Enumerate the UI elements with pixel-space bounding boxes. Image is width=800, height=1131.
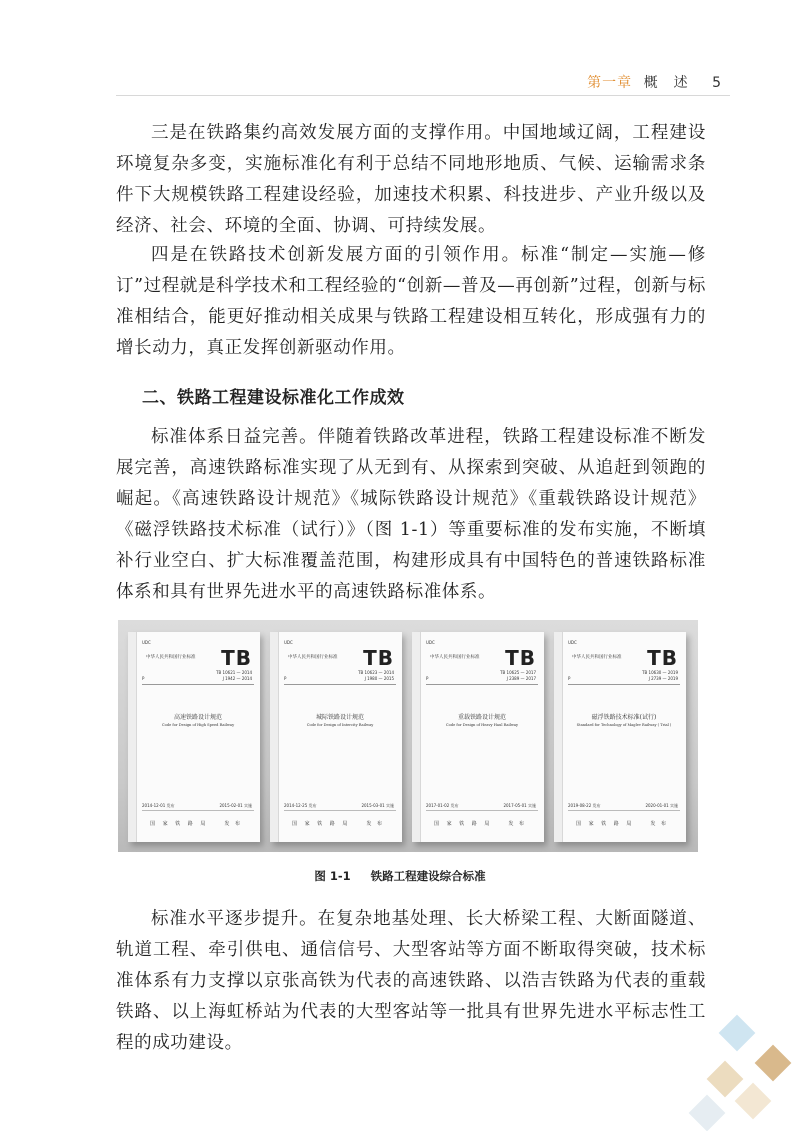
paragraph-standard-system: 标准体系日益完善。伴随着铁路改革进程，铁路工程建设标准不断发展完善，高速铁路标准实现了从无到有、从探索到突破、从追赶到领跑的崛起。《高速铁路设计规范》《城际铁路设计规范》《重载铁路设计规范》《磁浮铁路技术标准（试行）》（图 1-1）等重要标准的发布实施，不断填补行业空白、扩大标准覆盖范围，构建形成具有中国特色的普速铁路标准体系和具有世界先进水平的高速铁路标准体系。	[116, 427, 706, 602]
book-code: TB 10630 — 2019	[642, 670, 678, 675]
deco-diamond	[689, 1095, 726, 1131]
book-publish-label: 发 布	[224, 821, 242, 827]
book-cover-heavy-haul	[412, 632, 544, 842]
book-p-mark: P	[284, 676, 287, 681]
book-tb-mark: TB	[363, 646, 394, 670]
figure-standard-covers	[118, 620, 698, 852]
book-issue-date: 2014-12-01 发布	[142, 803, 175, 808]
chapter-title: 概 述	[643, 75, 689, 91]
book-spine	[270, 632, 279, 842]
book-tb-mark: TB	[221, 646, 252, 670]
figure-caption	[0, 868, 800, 884]
book-bottom-rule	[568, 810, 680, 811]
book-publish-label: 发 布	[366, 821, 384, 827]
book-record-code: J 1942 — 2014	[222, 676, 252, 681]
book-cover-intercity	[270, 632, 402, 842]
deco-diamond	[735, 1083, 772, 1120]
book-issue-date: 2019-08-22 发布	[568, 803, 601, 808]
book-code: TB 10623 — 2014	[358, 670, 394, 675]
book-issuer: 中华人民共和国行业标准	[572, 655, 622, 660]
book-issue-date: 2014-12-25 发布	[284, 803, 317, 808]
page-number: 5	[712, 75, 722, 91]
book-title-cn: 磁浮铁路技术标准(试行)	[591, 714, 657, 721]
book-spine	[554, 632, 563, 842]
section-heading: 二、铁路工程建设标准化工作成效	[142, 388, 405, 408]
book-effective-date: 2015-03-01 实施	[361, 803, 394, 808]
paragraph-support-role: 三是在铁路集约高效发展方面的支撑作用。中国地域辽阔，工程建设环境复杂多变，实施标准化有利于总结不同地形地质、气候、运输需求条件下大规模铁路工程建设经验，加速技术积累、科技进步、产业升级以及经济、社会、环境的全面、协调、可持续发展。	[116, 123, 706, 236]
book-udc: UDC	[426, 640, 435, 645]
book-title-en: Code for Design of High Speed Railway	[161, 723, 235, 727]
book-udc: UDC	[142, 640, 151, 645]
paragraph-innovation-role: 四是在铁路技术创新发展方面的引领作用。标准“制定—实施—修订”过程就是科学技术和工程经验的“创新—普及—再创新”过程，创新与标准相结合，能更好推动相关成果与铁路工程建设相互转化，形成强有力的增长动力，真正发挥创新驱动作用。	[116, 245, 706, 358]
chapter-label: 第一章	[587, 75, 633, 91]
book-issuer: 中华人民共和国行业标准	[430, 655, 480, 660]
book-rule	[426, 684, 538, 685]
book-rule	[568, 684, 680, 685]
book-publisher: 国 家 铁 路 局	[150, 821, 209, 827]
book-effective-date: 2017-05-01 实施	[503, 803, 536, 808]
book-publish-label: 发 布	[650, 821, 668, 827]
book-title-cn: 重载铁路设计规范	[457, 714, 506, 721]
book-cover-maglev	[554, 632, 686, 842]
deco-diamond	[707, 1061, 744, 1098]
book-p-mark: P	[426, 676, 429, 681]
book-spine	[412, 632, 421, 842]
book-udc: UDC	[568, 640, 577, 645]
book-title-cn: 高速铁路设计规范	[173, 714, 222, 721]
book-tb-mark: TB	[505, 646, 536, 670]
book-issuer: 中华人民共和国行业标准	[288, 655, 338, 660]
book-publisher: 国 家 铁 路 局	[576, 821, 635, 827]
book-code: TB 10621 — 2014	[216, 670, 252, 675]
figure-label: 图 1-1	[314, 869, 351, 883]
book-udc: UDC	[284, 640, 293, 645]
book-rule	[142, 684, 254, 685]
book-cover-high-speed	[128, 632, 260, 842]
book-publisher: 国 家 铁 路 局	[292, 821, 351, 827]
book-p-mark: P	[142, 676, 145, 681]
book-issue-date: 2017-01-02 发布	[426, 803, 459, 808]
book-record-code: J 2389 — 2017	[506, 676, 536, 681]
book-bottom-rule	[142, 810, 254, 811]
book-title-en: Code for Design of Intercity Railway	[306, 723, 374, 727]
header-divider	[116, 95, 730, 96]
book-spine	[128, 632, 137, 842]
deco-diamond	[719, 1015, 756, 1052]
book-record-code: J 1980 — 2015	[364, 676, 394, 681]
book-title-cn: 城际铁路设计规范	[315, 714, 364, 721]
book-effective-date: 2020-01-01 实施	[645, 803, 678, 808]
book-publish-label: 发 布	[508, 821, 526, 827]
book-title-en: Standard for Technology of Maglev Railway ( Trial )	[576, 723, 672, 727]
book-issuer: 中华人民共和国行业标准	[146, 655, 196, 660]
book-publisher: 国 家 铁 路 局	[434, 821, 493, 827]
paragraph-standard-level: 标准水平逐步提升。在复杂地基处理、长大桥梁工程、大断面隧道、轨道工程、牵引供电、通信信号、大型客站等方面不断取得突破，技术标准体系有力支撑以京张高铁为代表的高速铁路、以浩吉铁路为代表的重载铁路、以上海虹桥站为代表的大型客站等一批具有世界先进水平标志性工程的成功建设。	[116, 909, 706, 1053]
figure-caption-text: 铁路工程建设综合标准	[370, 869, 486, 883]
book-bottom-rule	[284, 810, 396, 811]
running-header	[587, 72, 722, 92]
book-record-code: J 2739 — 2019	[648, 676, 678, 681]
book-effective-date: 2015-02-01 实施	[219, 803, 252, 808]
book-title-en: Code for Design of Heavy Haul Railway	[445, 723, 519, 727]
book-p-mark: P	[568, 676, 571, 681]
book-bottom-rule	[426, 810, 538, 811]
book-code: TB 10625 — 2017	[500, 670, 536, 675]
deco-diamond	[755, 1045, 792, 1082]
book-tb-mark: TB	[647, 646, 678, 670]
book-rule	[284, 684, 396, 685]
